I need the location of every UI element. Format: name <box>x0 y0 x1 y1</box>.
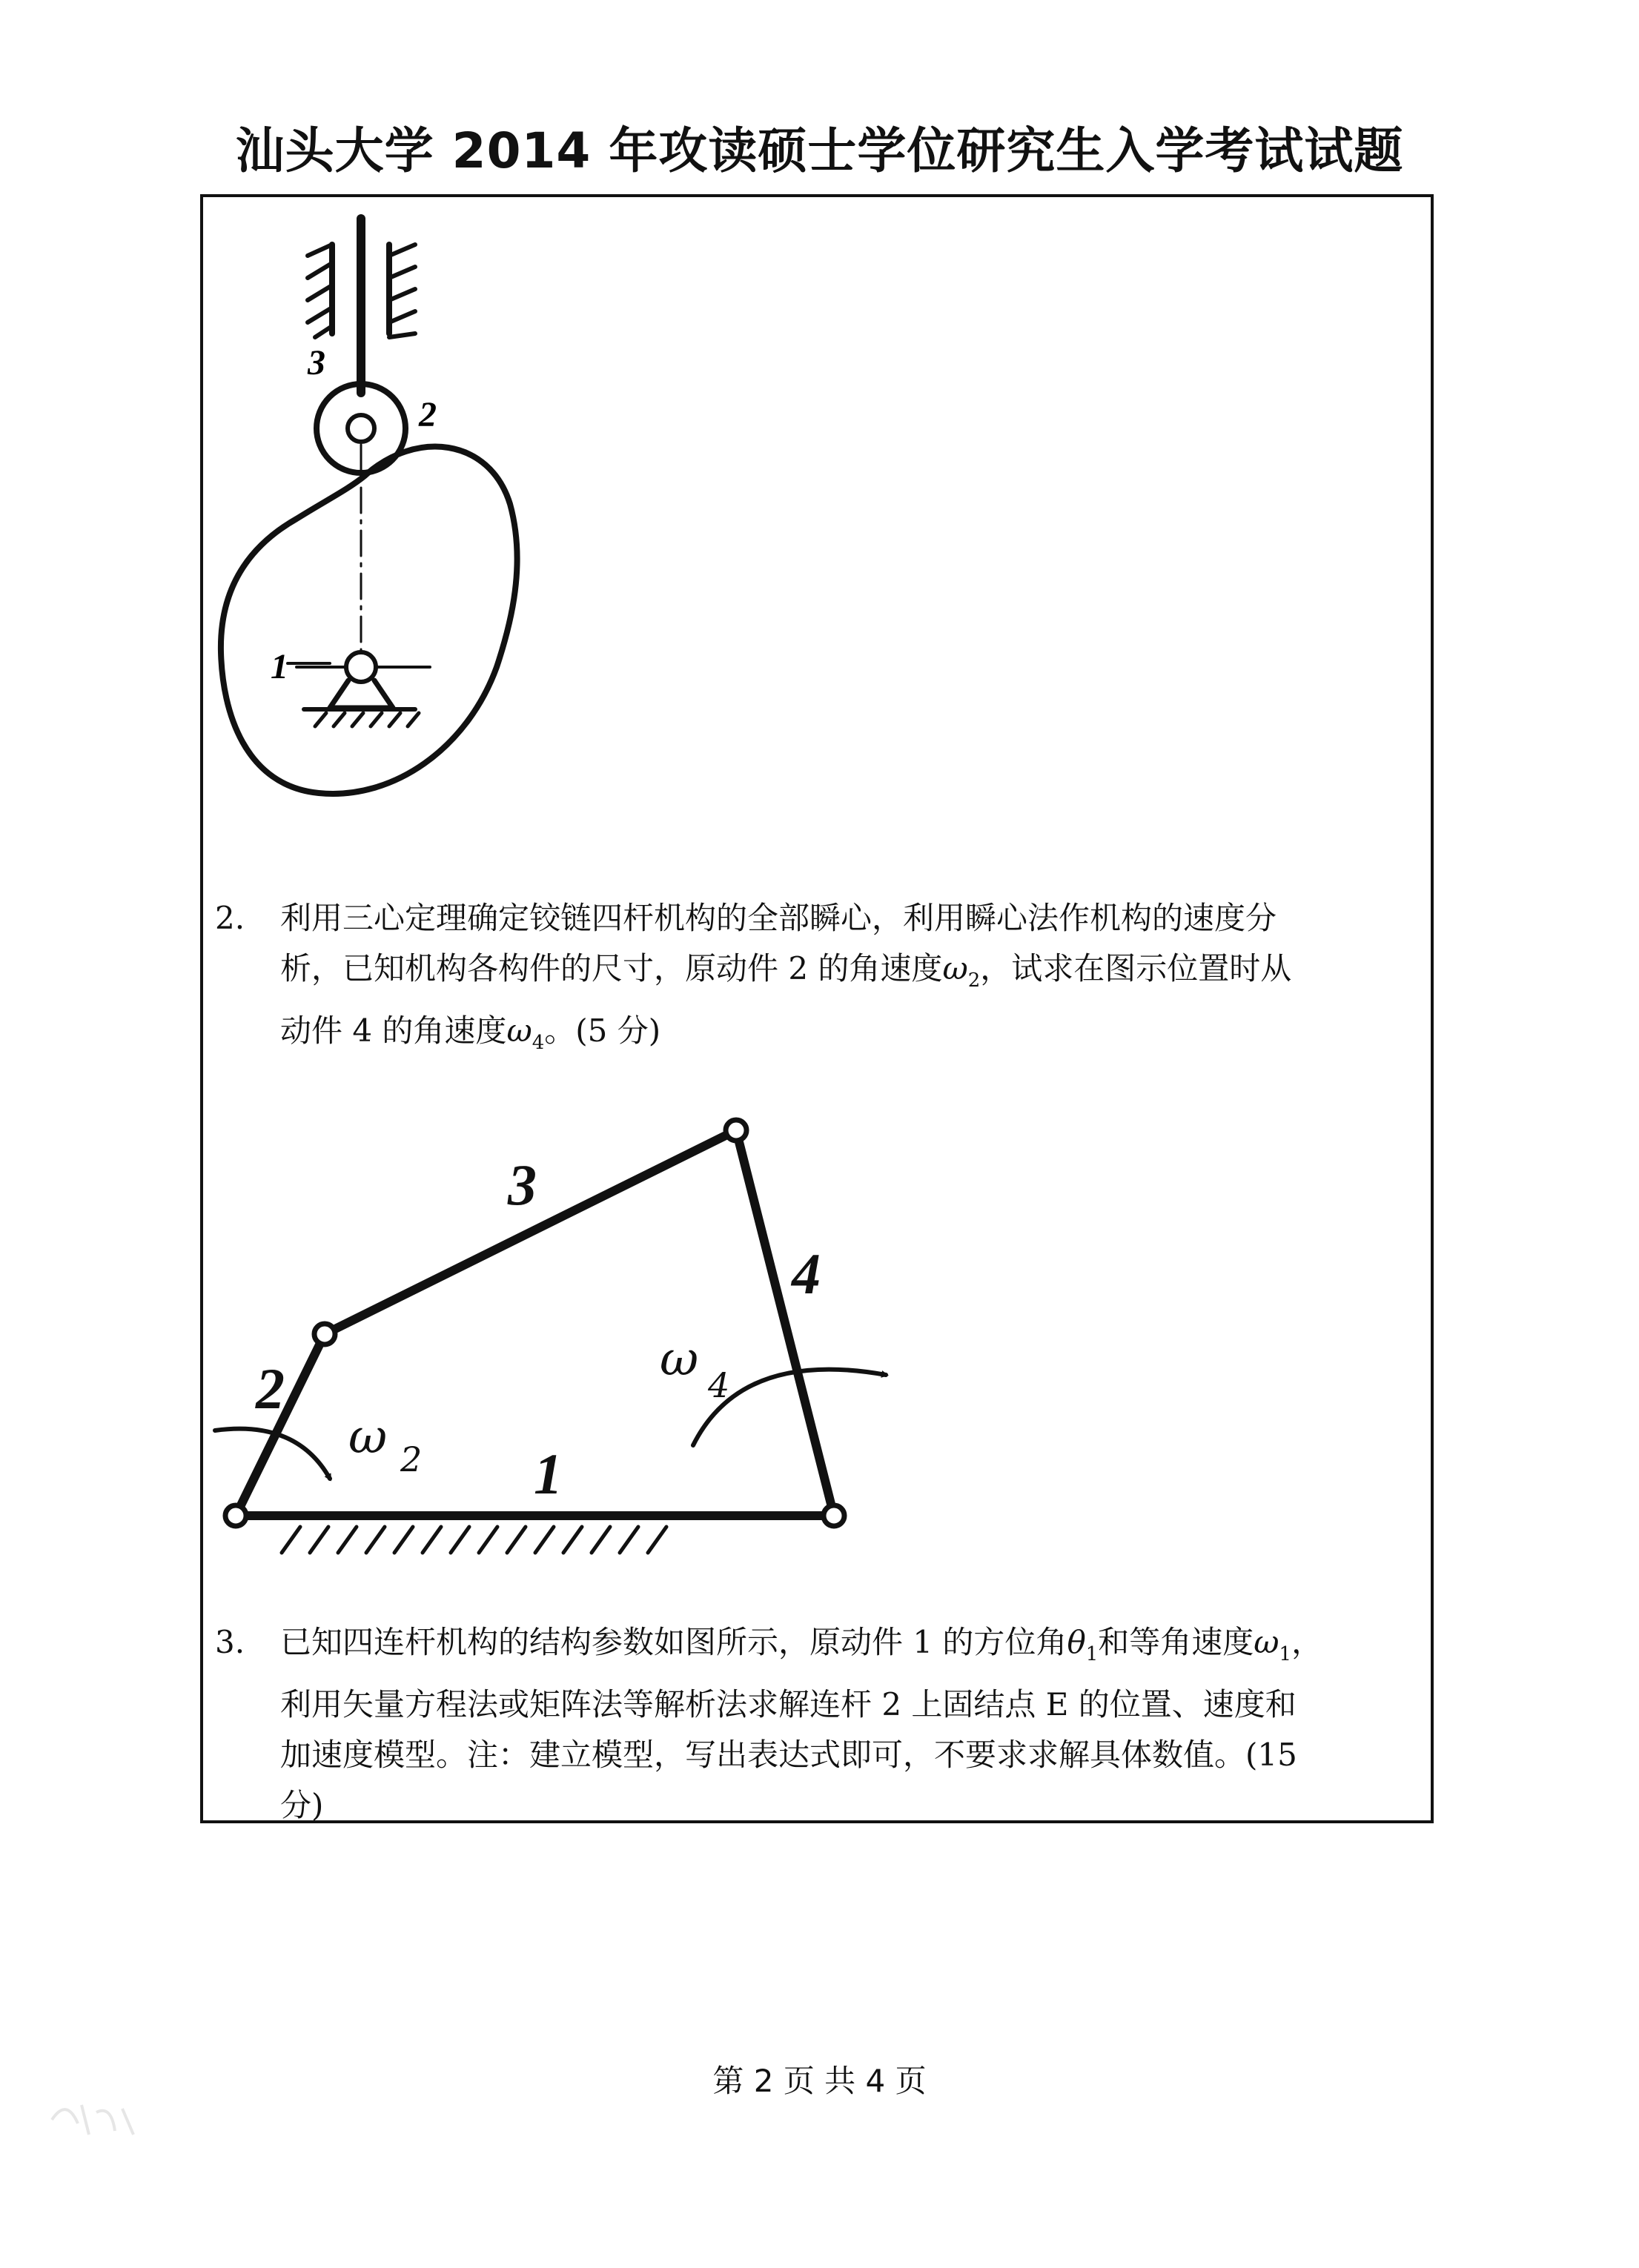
ground-hatching-2 <box>282 1527 666 1553</box>
joint-d <box>824 1505 844 1526</box>
question-2-line-1: 利用三心定理确定铰链四杆机构的全部瞬心，利用瞬心法作机构的速度分 <box>280 900 1277 936</box>
exam-title: 汕头大学 2014 年攻读硕士学位研究生入学考试试题 <box>235 122 1404 179</box>
question-3-line-1: 已知四连杆机构的结构参数如图所示，原动件 1 的方位角$\theta_1$和等角速度$\omega_1$， <box>280 1624 1323 1665</box>
omega-2-symbol: ω <box>348 1410 388 1465</box>
label-roller: 2 <box>419 395 437 434</box>
omega-4-symbol: ω <box>660 1332 699 1387</box>
joint-c <box>726 1120 746 1141</box>
label-link-4: 4 <box>792 1241 821 1306</box>
page-footer: 第 2 页 共 4 页 <box>712 2063 927 2099</box>
label-link-2: 2 <box>256 1356 285 1421</box>
omega-4-subscript: 4 <box>708 1365 730 1405</box>
question-2-line-2: 析，已知机构各构件的尺寸，原动件 2 的角速度$\omega_2$，试求在图示位置时从 <box>280 950 1292 992</box>
label-link-3: 3 <box>508 1153 537 1217</box>
question-3-line-4: 分) <box>280 1787 324 1823</box>
question-3-line-2: 利用矢量方程法或矩阵法等解析法求解连杆 2 上固结点 E 的位置、速度和 <box>280 1686 1297 1722</box>
question-2-line-3: 动件 4 的角速度$\omega_4$。(5 分) <box>280 1012 661 1054</box>
label-cam: 1 <box>271 647 288 686</box>
omega-2-subscript: 2 <box>400 1439 423 1479</box>
joint-b <box>314 1324 335 1344</box>
question-3-number: 3. <box>215 1624 245 1660</box>
question-2-number: 2. <box>215 900 245 936</box>
question-3-line-3: 加速度模型。注：建立模型，写出表达式即可，不要求求解具体数值。(15 <box>280 1737 1297 1773</box>
faint-handwritten-mark <box>44 2090 156 2149</box>
label-link-1: 1 <box>534 1442 563 1506</box>
label-follower: 3 <box>308 343 325 382</box>
link-4-rocker <box>736 1130 834 1516</box>
joint-a <box>225 1505 246 1526</box>
